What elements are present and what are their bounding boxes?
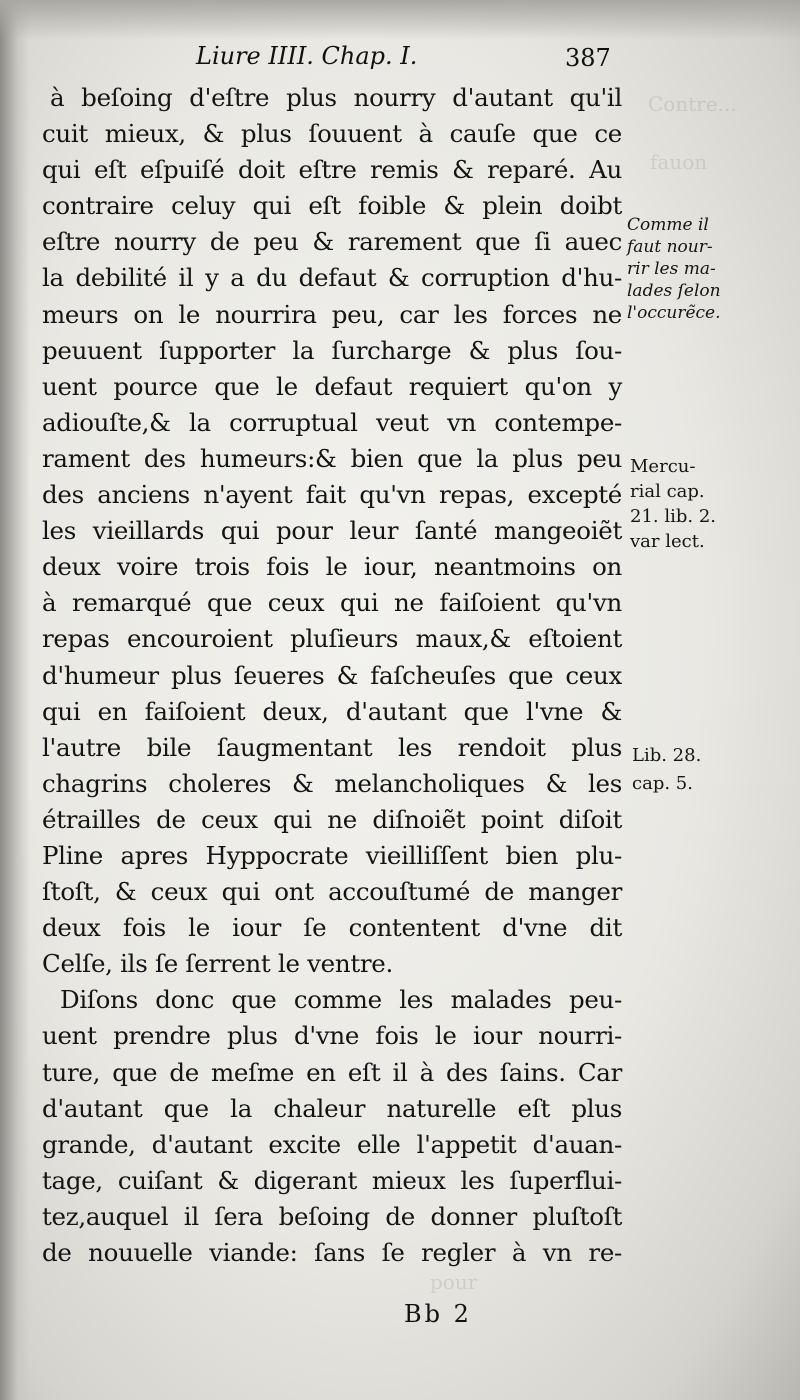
text-line: tage, cuiſant & digerant mieux les ſuperflui- bbox=[42, 1165, 622, 1195]
page-number: 387 bbox=[565, 44, 611, 72]
binding-shadow bbox=[0, 0, 30, 1400]
text-line: meurs on le nourrira peu, car les forces ne bbox=[42, 299, 622, 329]
text-line: deux fois le iour ſe contentent d'vne dit bbox=[42, 913, 622, 943]
text-line: ſtoſt, & ceux qui ont accouſtumé de manger bbox=[42, 877, 622, 907]
text-line: tez,auquel il ſera beſoing de donner pluſtoſt bbox=[42, 1201, 622, 1231]
signature-mark: Bb 2 bbox=[404, 1300, 472, 1328]
margin-note-line: cap. 5. bbox=[632, 773, 693, 794]
text-line: d'autant que la chaleur naturelle eſt plus bbox=[42, 1093, 622, 1123]
text-line: rament des humeurs:& bien que la plus peu bbox=[42, 443, 622, 473]
margin-note-line: 21. lib. 2. bbox=[630, 506, 717, 527]
margin-note-mercurial bbox=[630, 454, 716, 554]
main-text-block bbox=[42, 80, 622, 1271]
margin-note-comme-il-faut bbox=[627, 214, 721, 324]
margin-note-line: rir les ma- bbox=[627, 259, 716, 279]
text-line: les vieillards qui pour leur ſanté mangeoiẽt bbox=[42, 516, 622, 546]
margin-note-line: faut nour- bbox=[627, 237, 713, 257]
text-line: à beſoing d'eſtre plus nourry d'autant qu'il bbox=[50, 83, 622, 112]
margin-note-line: Comme il bbox=[627, 215, 709, 235]
text-line: des anciens n'ayent fait qu'vn repas, excepté bbox=[42, 480, 622, 510]
text-line: de nouuelle viande: ſans ſe regler à vn re- bbox=[42, 1238, 622, 1267]
text-line: Pline apres Hyppocrate vieilliſſent bien plu- bbox=[42, 840, 622, 870]
text-line: eſtre nourry de peu & rarement que ſi auec bbox=[42, 227, 622, 257]
running-header bbox=[160, 40, 640, 80]
margin-note-lib bbox=[632, 742, 701, 798]
text-line: Diſons donc que comme les malades peu- bbox=[60, 985, 622, 1015]
text-line: deux voire trois fois le iour, neantmoins on bbox=[42, 552, 622, 582]
margin-note-line: l'occurẽce. bbox=[627, 303, 721, 323]
text-line: qui eſt eſpuiſé doit eſtre remis & reparé. Au bbox=[42, 155, 622, 185]
margin-note-line: lades ſelon bbox=[627, 281, 721, 301]
margin-note-line: Mercu- bbox=[630, 456, 696, 477]
text-line: l'autre bile ſaugmentant les rendoit plus bbox=[42, 732, 622, 762]
text-line: contraire celuy qui eſt foible & plein doibt bbox=[42, 191, 622, 221]
text-line: repas encouroient pluſieurs maux,& eſtoient bbox=[42, 624, 622, 654]
running-title: Liure IIII. Chap. I. bbox=[196, 42, 418, 70]
text-line: grande, d'autant excite elle l'appetit d'auan- bbox=[42, 1129, 622, 1159]
text-line: ture, que de meſme en eſt il à des ſains. Car bbox=[42, 1057, 622, 1087]
text-line: cuit mieux, & plus ſouuent à cauſe que ce bbox=[42, 119, 622, 149]
margin-note-line: Lib. 28. bbox=[632, 745, 702, 766]
text-line: uent prendre plus d'vne fois le iour nourri- bbox=[42, 1021, 622, 1051]
text-line: étrailles de ceux qui ne diſnoiẽt point diſoit bbox=[42, 804, 622, 834]
margin-note-line: rial cap. bbox=[630, 481, 705, 502]
bleed-through-text-3: pour bbox=[430, 1270, 478, 1294]
text-line: adiouſte,& la corruptual veut vn contempe- bbox=[42, 407, 622, 437]
margin-note-line: var lect. bbox=[630, 531, 705, 552]
top-edge-shadow bbox=[0, 0, 800, 40]
text-line: peuuent ſupporter la ſurcharge & plus ſou- bbox=[42, 335, 622, 365]
text-line: Celſe, ils ſe ſerrent le ventre. bbox=[42, 949, 393, 979]
bleed-through-text: Contre... bbox=[648, 92, 737, 116]
text-line: la debilité il y a du defaut & corruption d'hu- bbox=[42, 263, 622, 293]
text-line: chagrins choleres & melancholiques & les bbox=[42, 768, 622, 798]
text-line: qui en faiſoient deux, d'autant que l'vne & bbox=[42, 696, 622, 726]
text-line: uent pource que le defaut requiert qu'on y bbox=[42, 371, 622, 401]
text-line: à remarqué que ceux qui ne faiſoient qu'vn bbox=[42, 588, 622, 618]
bleed-through-text-2: fauon bbox=[650, 150, 708, 174]
text-line: d'humeur plus ſeueres & faſcheuſes que ceux bbox=[42, 660, 622, 690]
